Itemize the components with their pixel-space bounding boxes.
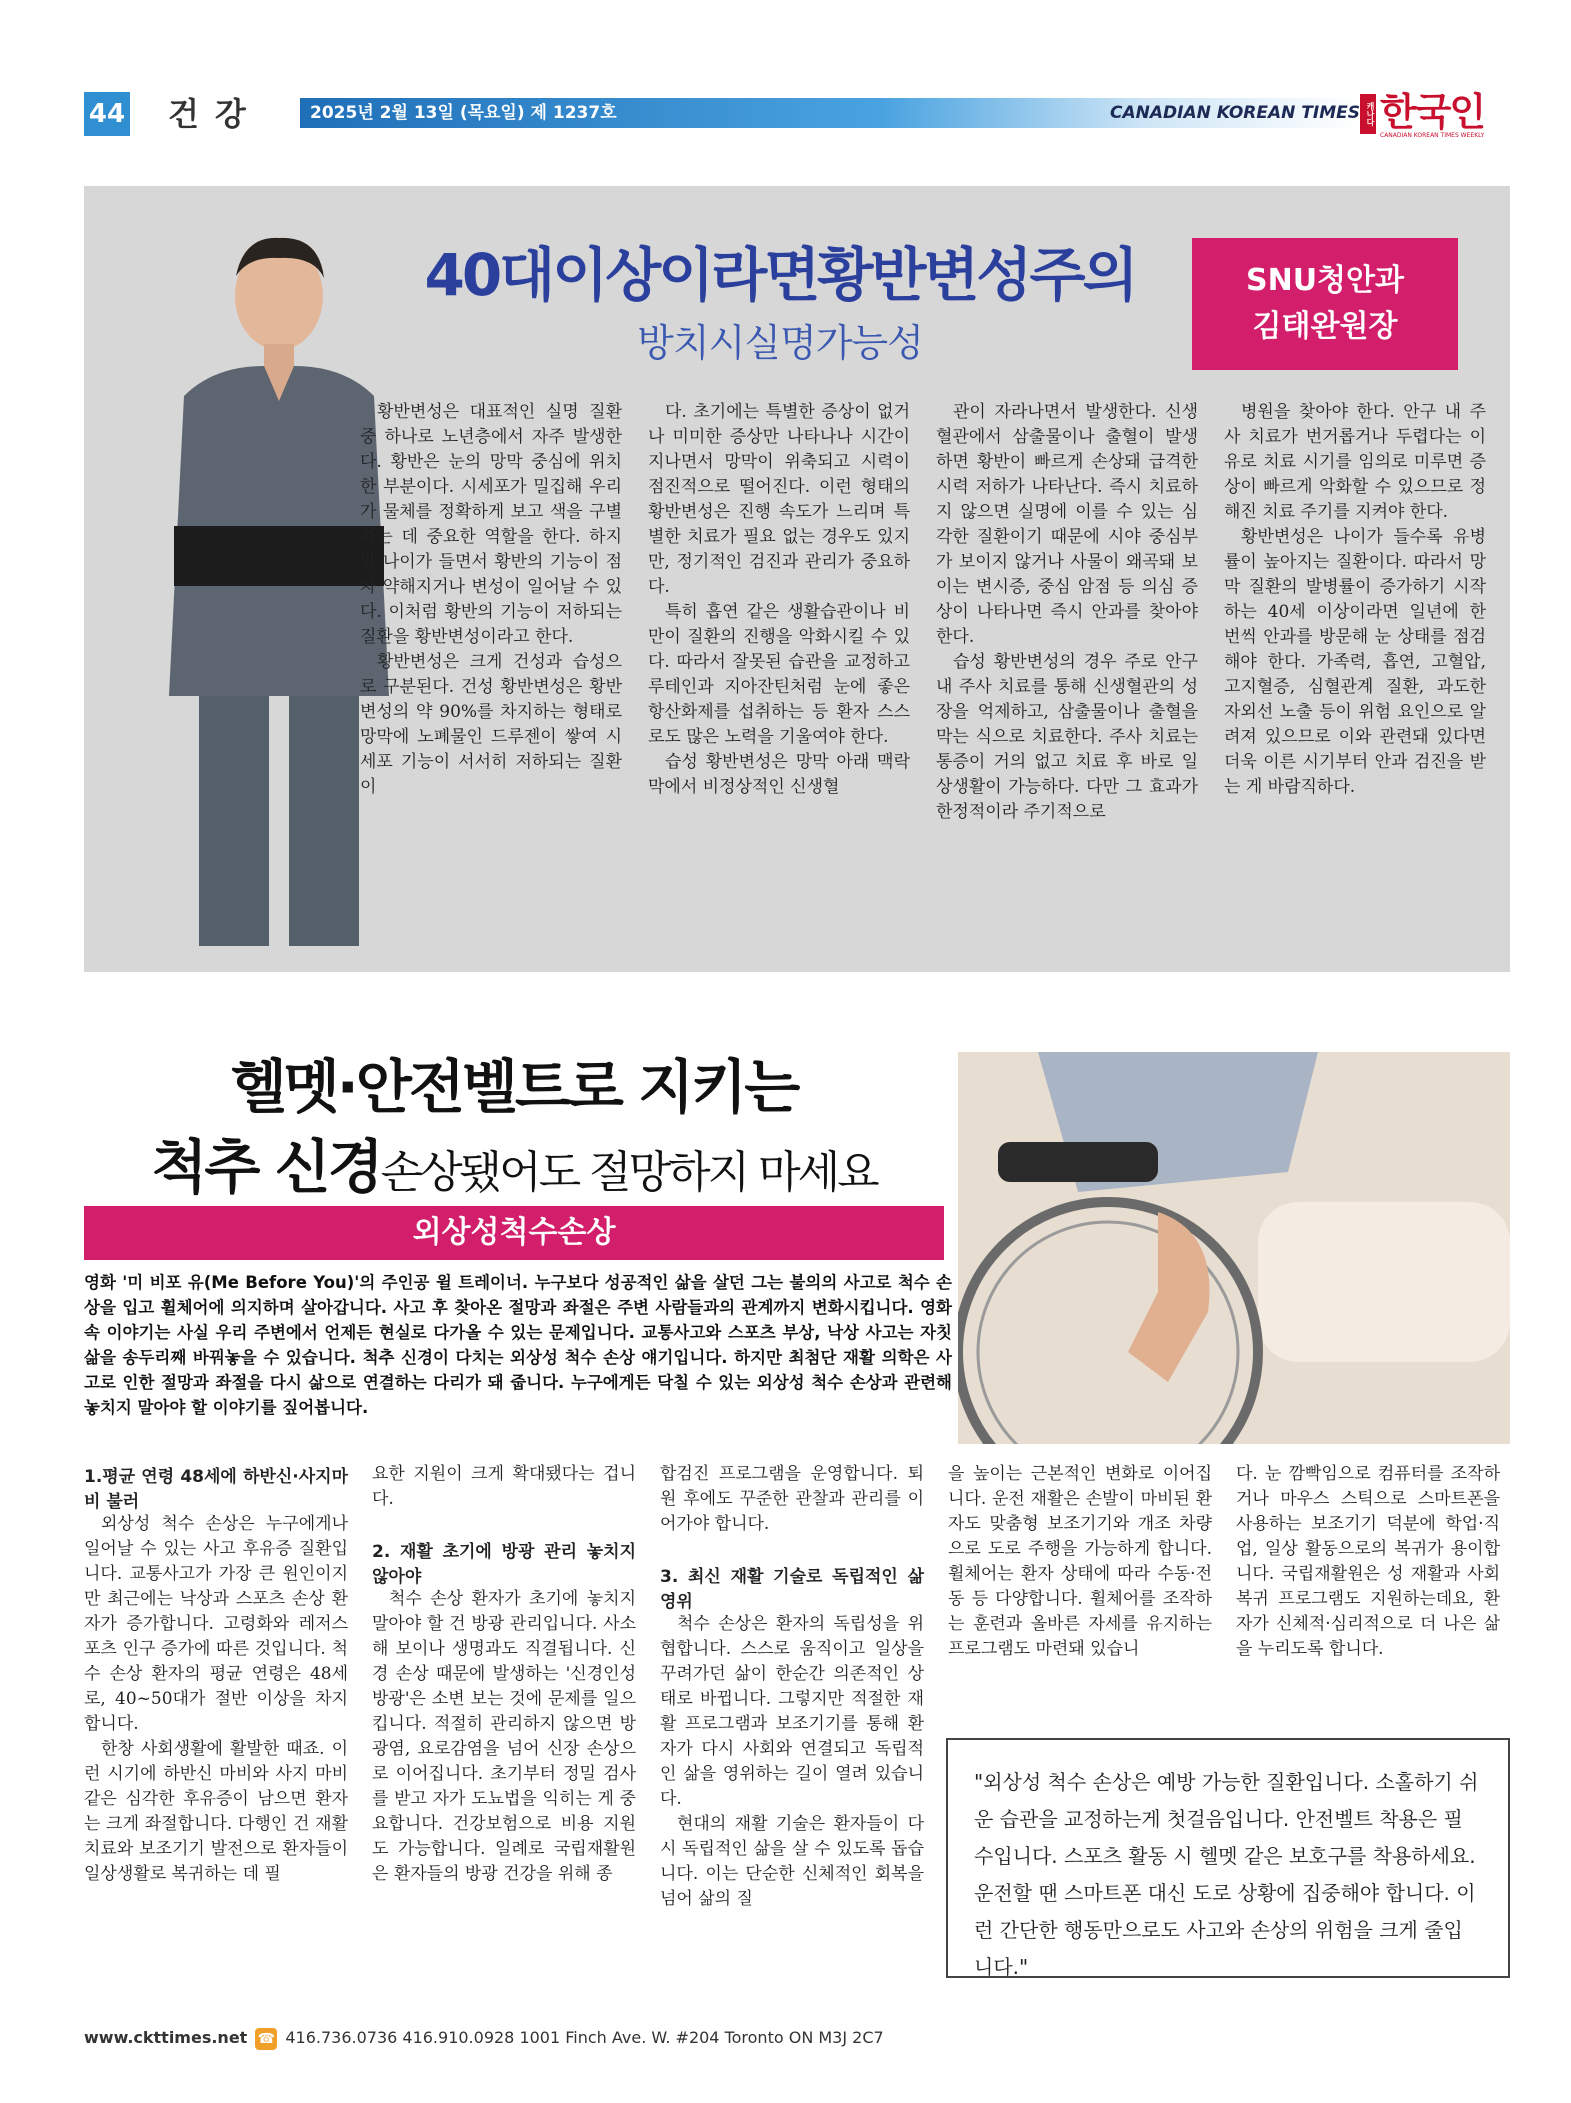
subheading: 3. 최신 재활 기술로 독립적인 삶 영위	[660, 1567, 924, 1612]
paragraph: 황반변성은 크게 건성과 습성으로 구분된다. 건성 황반변성은 황반변성의 약 90%를 차지하는 형태로 망막에 노폐물인 드루젠이 쌓여 시세포 기능이 서서히 저하되는 질환이	[360, 652, 622, 797]
article1-column-4	[1224, 400, 1486, 800]
article2-column-4	[948, 1462, 1212, 1662]
title-rest: 손상됐어도 절망하지 마세요	[380, 1147, 877, 1198]
paragraph: 습성 황반변성의 경우 주로 안구 내 주사 치료를 통해 신생혈관의 성장을 억제하고, 삼출물이나 출혈을 막는 식으로 치료한다. 주사 치료는 통증이 거의 없고 치료 후 바로 일상생활이 가능하다. 다만 그 효과가 한정적이라 주기적으로	[936, 652, 1198, 822]
footer	[84, 2026, 884, 2050]
section-banner: 외상성척수손상	[84, 1206, 944, 1260]
article2-column-2	[372, 1462, 636, 1887]
article1-title: 40대이상이라면황반변성주의	[424, 241, 1136, 309]
logo-sub-text: CANADIAN KOREAN TIMES WEEKLY	[1380, 132, 1485, 139]
paragraph: 외상성 척수 손상은 누구에게나 일어날 수 있는 사고 후유증 질환입니다. 교통사고가 가장 큰 원인이지만 최근에는 낙상과 스포츠 손상 환자가 증가합니다. 고령화와 레저스포츠 인구 증가에 따른 것입니다. 척수 손상 환자의 평균 연령은 48세로, 40~50대가 절반 이상을 차지합니다.	[84, 1514, 348, 1734]
subheading: 2. 재활 초기에 방광 관리 놓치지 않아야	[372, 1542, 636, 1587]
article1-column-3	[936, 400, 1198, 825]
paragraph: 을 높이는 근본적인 변화로 이어집니다. 운전 재활은 손발이 마비된 환자도 맞춤형 보조기기와 개조 차량으로 도로 주행을 가능하게 합니다. 휠체어는 환자 상태에 따라 수동·전동 등 다양합니다. 휠체어를 조작하는 훈련과 올바른 자세를 유지하는 프로그램도 마련돼 있습니	[948, 1464, 1212, 1659]
paragraph: 다. 초기에는 특별한 증상이 없거나 미미한 증상만 나타나나 시간이 지나면서 망막이 위축되고 시력이 점진적으로 떨어진다. 이런 형태의 황반변성은 진행 속도가 느리며 특별한 치료가 필요 없는 경우도 있지만, 정기적인 검진과 관리가 중요하다.	[648, 402, 910, 597]
paragraph: 관이 자라나면서 발생한다. 신생혈관에서 삼출물이나 출혈이 발생하면 황반이 빠르게 손상돼 급격한 시력 저하가 나타난다. 즉시 치료하지 않으면 실명에 이를 수 있는 심각한 질환이기 때문에 시야 중심부가 보이지 않거나 사물이 왜곡돼 보이는 변시증, 중심 암점 등 의심 증상이 나타나면 즉시 안과를 찾아야 한다.	[936, 402, 1198, 647]
newspaper-logo	[1360, 90, 1510, 138]
paragraph: 한창 사회생활에 활발한 때죠. 이런 시기에 하반신 마비와 사지 마비 같은 심각한 후유증이 남으면 환자는 크게 좌절합니다. 다행인 건 재활 치료와 보조기기 발전으로 환자들이 일상생활로 복귀하는 데 필	[84, 1739, 348, 1884]
article2-column-5	[1236, 1462, 1500, 1662]
author-name: 김태완원장	[1252, 309, 1398, 344]
paragraph: 요한 지원이 크게 확대됐다는 겁니다.	[372, 1464, 636, 1509]
website-link[interactable]: www.ckttimes.net	[84, 2028, 248, 2047]
paragraph: 현대의 재활 기술은 환자들이 다시 독립적인 삶을 살 수 있도록 돕습니다. 이는 단순한 신체적인 회복을 넘어 삶의 질	[660, 1814, 924, 1909]
section-title: 건강	[168, 95, 262, 133]
author-clinic: SNU청안과	[1245, 263, 1404, 298]
article2-title-line1: 헬멧·안전벨트로 지키는	[230, 1053, 798, 1121]
article2-title-line2	[84, 1120, 944, 1204]
contact-info: 416.736.0736 416.910.0928 1001 Finch Ave. W. #204 Toronto ON M3J 2C7	[285, 2028, 884, 2047]
title-emphasis: 척추 신경	[151, 1133, 381, 1201]
paragraph: 합검진 프로그램을 운영합니다. 퇴원 후에도 꾸준한 관찰과 관리를 이어가야 합니다.	[660, 1464, 924, 1534]
article2-column-3	[660, 1462, 924, 1912]
author-box	[1192, 238, 1458, 370]
paragraph: 척수 손상 환자가 초기에 놓치지 말아야 할 건 방광 관리입니다. 사소해 보이나 생명과도 직결됩니다. 신경 손상 때문에 발생하는 '신경인성 방광'은 소변 보는 것에 문제를 일으킵니다. 적절히 관리하지 않으면 방광염, 요로감염을 넘어 신장 손상으로 이어집니다. 초기부터 정밀 검사를 받고 자가 도뇨법을 익히는 게 중요합니다. 건강보험으로 비용 지원도 가능합니다. 일례로 국립재활원은 환자들의 방광 건강을 위해 종	[372, 1589, 636, 1884]
logo-small-text: 캐나다	[1360, 94, 1376, 134]
paragraph: 척수 손상은 환자의 독립성을 위협합니다. 스스로 움직이고 일상을 꾸려가던 삶이 한순간 의존적인 상태로 바뀝니다. 그렇지만 적절한 재활 프로그램과 보조기기를 통해 환자가 다시 사회와 연결되고 독립적인 삶을 영위하는 길이 열려 있습니다.	[660, 1614, 924, 1809]
page-number: 44	[84, 92, 130, 136]
paragraph: 황반변성은 대표적인 실명 질환 중 하나로 노년층에서 자주 발생한다. 황반은 눈의 망막 중심에 위치한 부분이다. 시세포가 밀집해 우리가 물체를 정확하게 보고 색을 구별하는 데 중요한 역할을 한다. 하지만 나이가 들면서 황반의 기능이 점차 약해지거나 변성이 일어날 수 있다. 이처럼 황반의 기능이 저하되는 질환을 황반변성이라고 한다.	[360, 402, 622, 647]
paragraph: 황반변성은 나이가 들수록 유병률이 높아지는 질환이다. 따라서 망막 질환의 발병률이 증가하기 시작하는 40세 이상이라면 일년에 한 번씩 안과를 방문해 눈 상태를 점검해야 한다. 가족력, 흡연, 고혈압, 고지혈증, 심혈관계 질환, 과도한 자외선 노출 등이 위험 요인으로 알려져 있으므로 이와 관련돼 있다면 더욱 이른 시기부터 안과 검진을 받는 게 바람직하다.	[1224, 527, 1486, 797]
subheading: 1.평균 연령 48세에 하반신·사지마비 불러	[84, 1467, 348, 1512]
article1-column-2	[648, 400, 910, 800]
publication-name: CANADIAN KOREAN TIMES	[1110, 103, 1360, 123]
paragraph: 특히 흡연 같은 생활습관이나 비만이 질환의 진행을 악화시킬 수 있다. 따라서 잘못된 습관을 교정하고 루테인과 지아잔틴처럼 눈에 좋은 항산화제를 섭취하는 등 환자 스스로도 많은 노력을 기울여야 한다.	[648, 602, 910, 747]
wheelchair-photo	[958, 1052, 1510, 1444]
paragraph: 병원을 찾아야 한다. 안구 내 주사 치료가 번거롭거나 두렵다는 이유로 치료 시기를 임의로 미루면 증상이 빠르게 악화할 수 있으므로 정해진 치료 주기를 지켜야 한다.	[1224, 402, 1486, 522]
article1-column-1	[360, 400, 622, 800]
paragraph: 습성 황반변성은 망막 아래 맥락막에서 비정상적인 신생혈	[648, 752, 910, 797]
pull-quote: "외상성 척수 손상은 예방 가능한 질환입니다. 소홀하기 쉬운 습관을 교정하는게 첫걸음입니다. 안전벨트 착용은 필수입니다. 스포츠 활동 시 헬멧 같은 보호구를 착용하세요. 운전할 땐 스마트폰 대신 도로 상황에 집중해야 합니다. 이런 간단한 행동만으로도 사고와 손상의 위험을 크게 줄입니다."	[946, 1738, 1510, 1978]
issue-date: 2025년 2월 13일 (목요일) 제 1237호	[310, 103, 617, 123]
phone-icon: ☎	[255, 2028, 277, 2050]
article2-column-1	[84, 1462, 348, 1887]
article1-subtitle: 방치시실명가능성	[637, 321, 923, 365]
article2-lead: 영화 '미 비포 유(Me Before You)'의 주인공 윌 트레이너. 누구보다 성공적인 삶을 살던 그는 불의의 사고로 척수 손상을 입고 휠체어에 의지하며 살아갑니다. 사고 후 찾아온 절망과 좌절은 주변 사람들과의 관계까지 변화시킵니다. 영화 속 이야기는 사실 우리 주변에서 언제든 현실로 다가올 수 있는 문제입니다. 교통사고와 스포츠 부상, 낙상 사고는 자칫 삶을 송두리째 바꿔놓을 수 있습니다. 척추 신경이 다치는 외상성 척수 손상 얘기입니다. 하지만 최첨단 재활 의학은 사고로 인한 절망과 좌절을 다시 삶으로 연결하는 다리가 돼 줍니다. 누구에게든 닥칠 수 있는 외상성 척수 손상과 관련해 놓치지 말아야 할 이야기를 짚어봅니다.	[84, 1273, 952, 1417]
paragraph: 다. 눈 깜빡임으로 컴퓨터를 조작하거나 마우스 스틱으로 스마트폰을 사용하는 보조기기 덕분에 학업·직업, 일상 활동으로의 복귀가 용이합니다. 국립재활원은 성 재활과 사회 복귀 프로그램도 지원하는데요, 환자가 신체적·심리적으로 더 나은 삶을 누리도록 합니다.	[1236, 1464, 1500, 1659]
logo-main-text: 한국인	[1380, 90, 1485, 134]
